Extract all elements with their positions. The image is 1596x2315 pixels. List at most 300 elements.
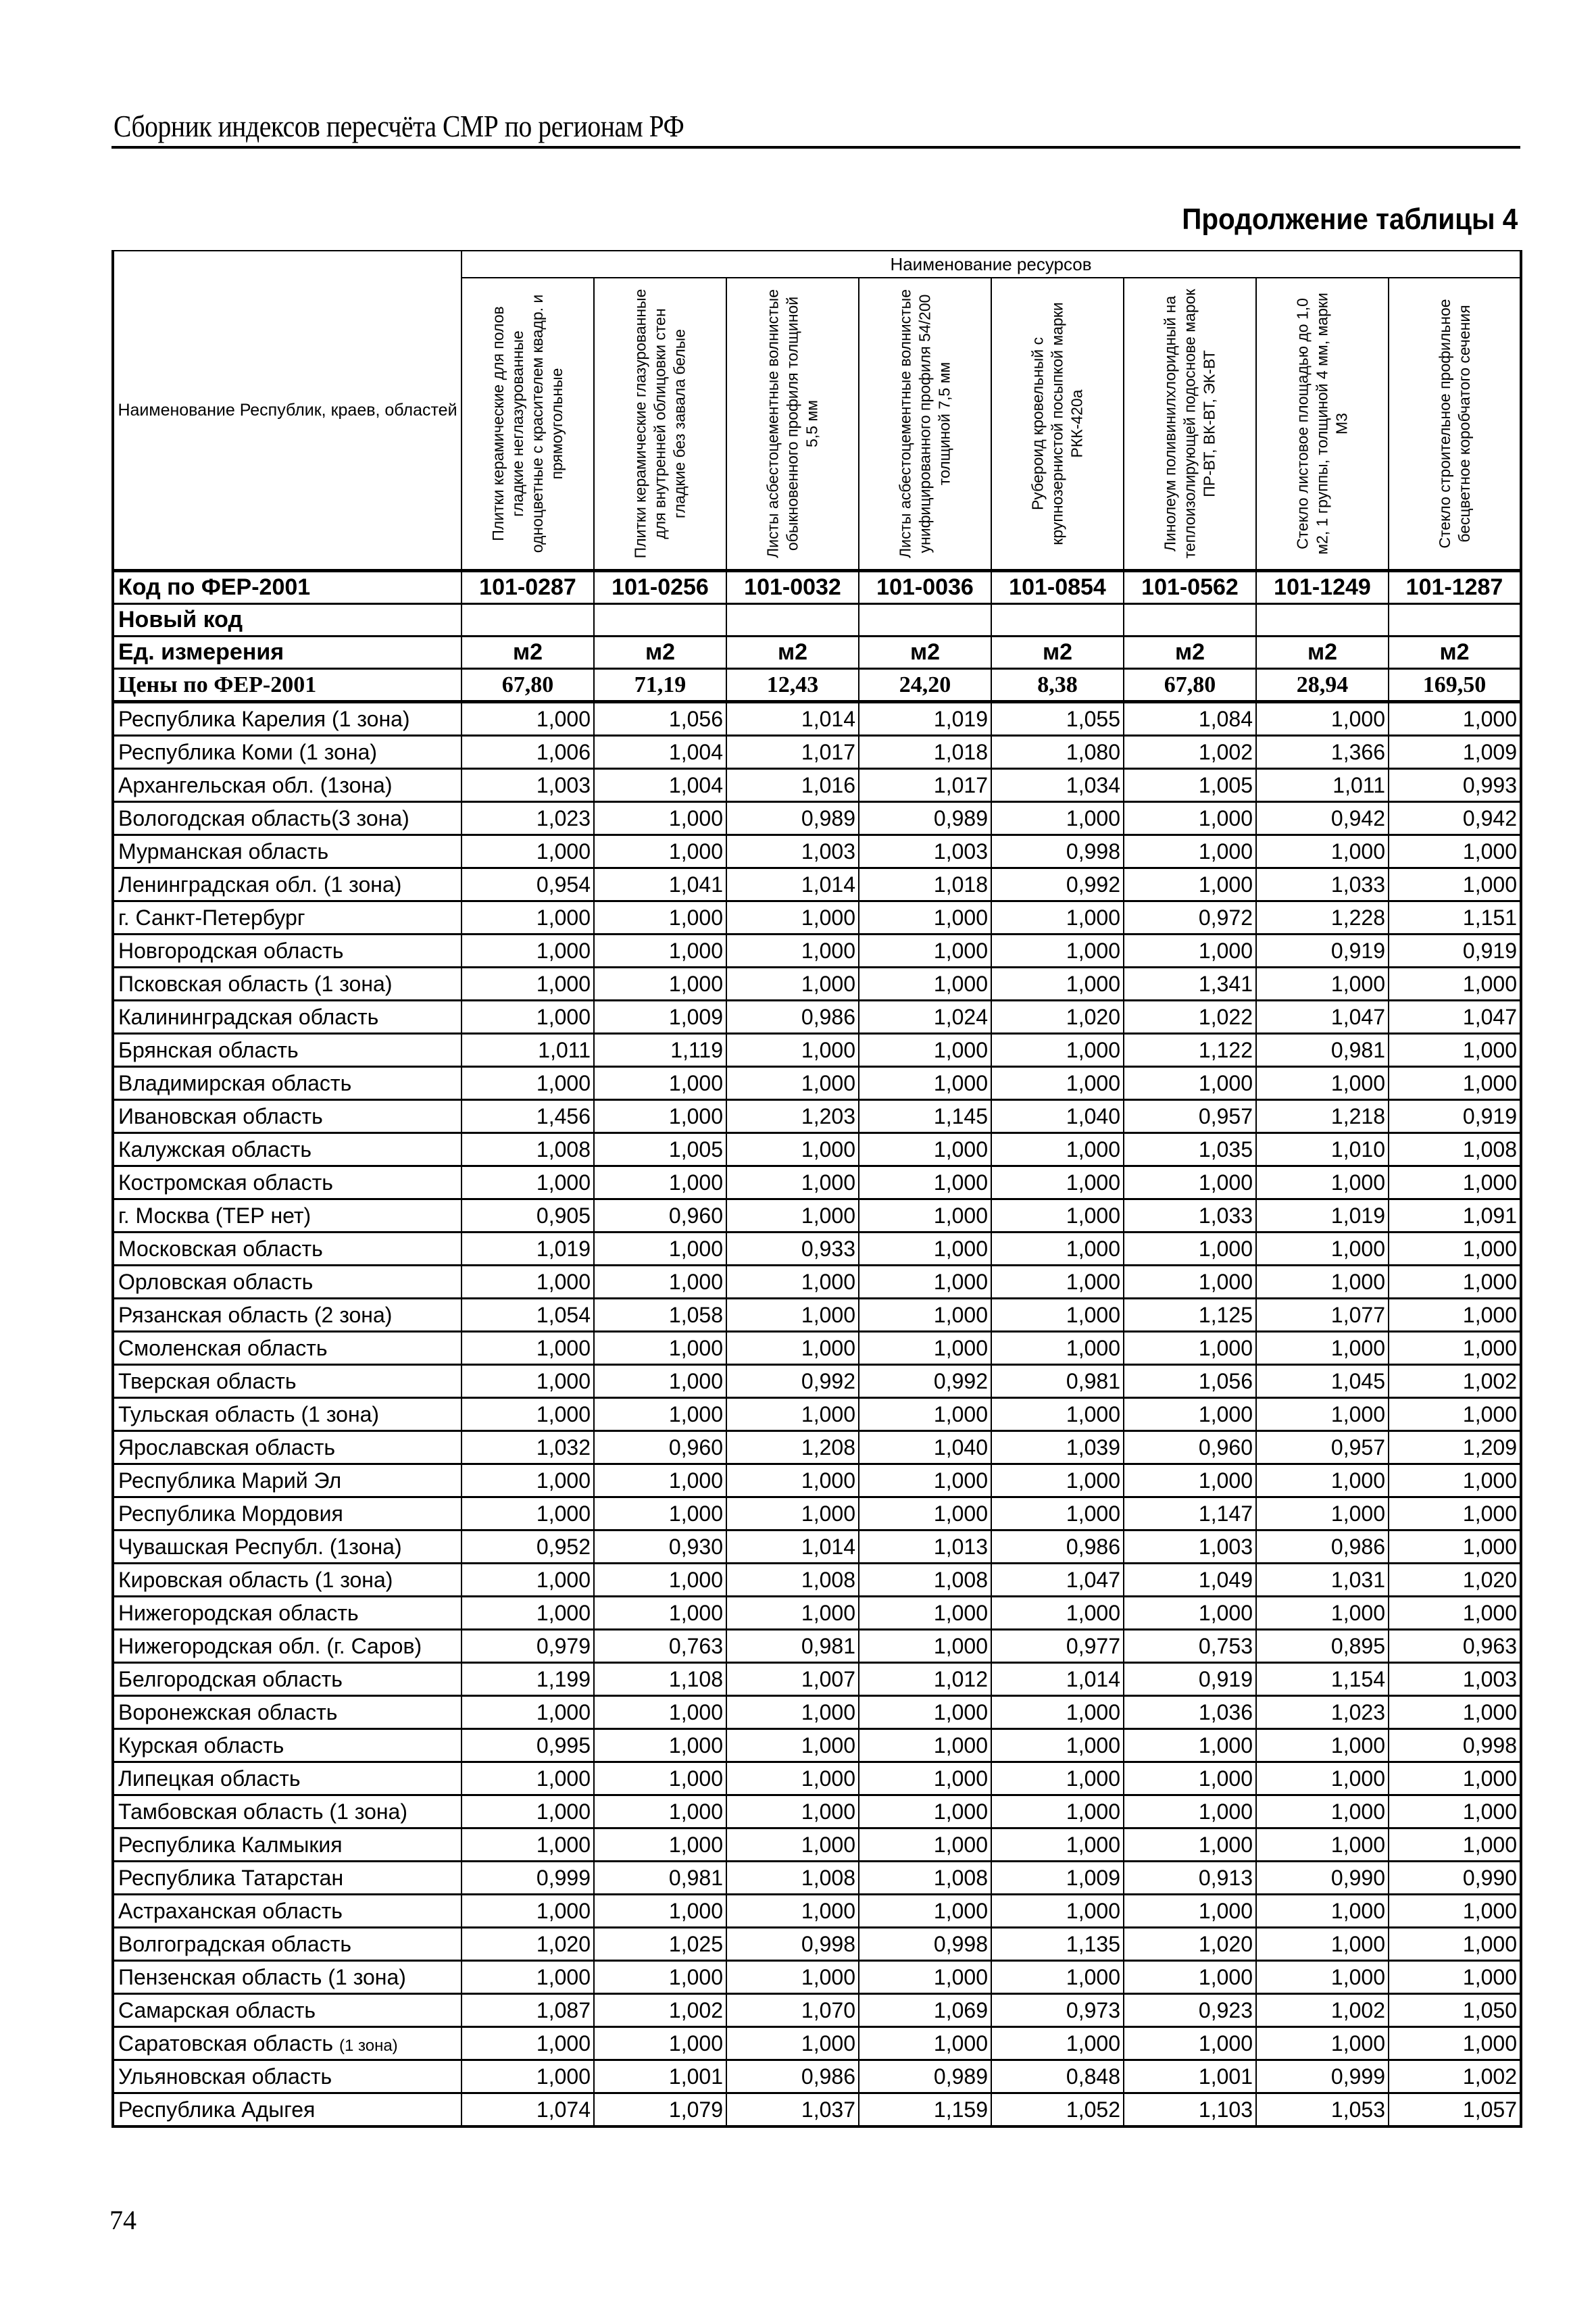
code-row-fer (113, 571, 1521, 604)
index-value-cell: 1,047 (1256, 1001, 1389, 1034)
index-value-cell: 1,000 (1389, 1895, 1521, 1928)
code-row-fer-cell: 101-0562 (1124, 571, 1256, 604)
index-value-cell: 0,999 (1256, 2060, 1389, 2093)
index-value-cell: 1,002 (1124, 736, 1256, 769)
index-value-cell: 0,973 (991, 1994, 1124, 2027)
table-row (113, 1133, 1521, 1166)
index-value-cell: 1,000 (1124, 835, 1256, 868)
index-value-cell: 1,000 (594, 1762, 726, 1795)
index-value-cell: 1,000 (1124, 1729, 1256, 1762)
region-name: Вологодская область(3 зона) (118, 805, 409, 830)
index-value-cell: 1,050 (1389, 1994, 1521, 2027)
index-value-cell: 1,000 (1124, 1795, 1256, 1828)
index-value-cell: 1,000 (859, 1762, 991, 1795)
new-code-row-cell (1389, 604, 1521, 637)
index-value-cell: 1,058 (594, 1299, 726, 1332)
table-row (113, 702, 1521, 736)
price-row-label: Цены по ФЕР-2001 (113, 669, 462, 702)
index-value-cell: 1,000 (991, 1729, 1124, 1762)
region-name-cell (113, 769, 462, 802)
regional-index-table (111, 250, 1522, 2128)
index-value-cell: 1,007 (726, 1663, 859, 1696)
index-value-cell: 0,986 (726, 2060, 859, 2093)
index-value-cell: 1,228 (1256, 901, 1389, 935)
index-value-cell: 1,000 (991, 1398, 1124, 1431)
table-row (113, 1497, 1521, 1530)
index-value-cell: 1,020 (991, 1001, 1124, 1034)
index-value-cell: 0,999 (462, 1862, 594, 1895)
index-value-cell: 1,000 (1389, 1166, 1521, 1199)
index-value-cell: 1,000 (726, 1199, 859, 1233)
index-value-cell: 1,000 (726, 1729, 859, 1762)
index-value-cell: 0,960 (594, 1199, 726, 1233)
index-value-cell: 0,923 (1124, 1994, 1256, 2027)
index-value-cell: 1,000 (726, 1266, 859, 1299)
index-value-cell: 1,014 (726, 1530, 859, 1564)
index-value-cell: 1,000 (594, 1166, 726, 1199)
index-value-cell: 1,000 (726, 1034, 859, 1067)
index-value-cell: 1,056 (594, 702, 726, 736)
table-row (113, 1564, 1521, 1597)
region-name: Кировская область (1 зона) (118, 1567, 393, 1592)
index-value-cell: 1,018 (859, 736, 991, 769)
table-body (113, 571, 1521, 2127)
index-value-cell: 0,960 (1124, 1431, 1256, 1464)
table-row (113, 1001, 1521, 1034)
index-value-cell: 1,040 (991, 1100, 1124, 1133)
index-value-cell: 1,040 (859, 1431, 991, 1464)
resource-header (1256, 278, 1389, 571)
index-value-cell: 1,000 (859, 1895, 991, 1928)
index-value-cell: 1,000 (859, 1630, 991, 1663)
index-value-cell: 1,001 (1124, 2060, 1256, 2093)
index-value-cell: 1,000 (726, 1762, 859, 1795)
index-value-cell: 1,000 (1389, 868, 1521, 901)
table-row (113, 1630, 1521, 1663)
resource-header (859, 278, 991, 571)
index-value-cell: 1,000 (1389, 1233, 1521, 1266)
resource-name: Линолеум поливинилхлоридный на теплоизолирующей подоснове марок ПР-ВТ, ВК-ВТ, ЭК-ВТ (1161, 289, 1218, 559)
index-value-cell: 1,000 (1389, 968, 1521, 1001)
index-value-cell: 1,000 (726, 1067, 859, 1100)
index-value-cell: 1,000 (991, 1464, 1124, 1497)
index-value-cell: 1,135 (991, 1928, 1124, 1961)
region-name: Владимирская область (118, 1070, 352, 1095)
index-value-cell: 1,000 (594, 1497, 726, 1530)
index-value-cell: 1,000 (859, 935, 991, 968)
index-value-cell: 0,942 (1256, 802, 1389, 835)
index-value-cell: 0,763 (594, 1630, 726, 1663)
index-value-cell: 0,981 (594, 1862, 726, 1895)
region-name-cell (113, 1464, 462, 1497)
index-value-cell: 0,992 (726, 1365, 859, 1398)
index-value-cell: 1,070 (726, 1994, 859, 2027)
region-name-cell (113, 1266, 462, 1299)
index-value-cell: 1,000 (462, 2027, 594, 2060)
region-name-cell (113, 1729, 462, 1762)
index-value-cell: 1,039 (991, 1431, 1124, 1464)
index-value-cell: 1,000 (462, 1696, 594, 1729)
table-row (113, 1100, 1521, 1133)
table-row (113, 1696, 1521, 1729)
new-code-row-cell (726, 604, 859, 637)
table-row (113, 1431, 1521, 1464)
index-value-cell: 1,000 (1389, 1530, 1521, 1564)
index-value-cell: 1,004 (594, 736, 726, 769)
index-value-cell: 1,000 (859, 1266, 991, 1299)
unit-row-label: Ед. измерения (113, 637, 462, 669)
index-value-cell: 1,000 (1256, 1332, 1389, 1365)
index-value-cell: 0,933 (726, 1233, 859, 1266)
new-code-row (113, 604, 1521, 637)
index-value-cell: 1,091 (1389, 1199, 1521, 1233)
index-value-cell: 1,000 (991, 1497, 1124, 1530)
region-name-cell (113, 702, 462, 736)
resource-header (1124, 278, 1256, 571)
table-row (113, 1464, 1521, 1497)
index-value-cell: 1,000 (1389, 702, 1521, 736)
index-value-cell: 1,108 (594, 1663, 726, 1696)
index-value-cell: 0,952 (462, 1530, 594, 1564)
index-value-cell: 1,151 (1389, 901, 1521, 935)
region-name-cell (113, 1895, 462, 1928)
index-value-cell: 1,011 (462, 1034, 594, 1067)
index-value-cell: 1,023 (1256, 1696, 1389, 1729)
index-value-cell: 1,008 (1389, 1133, 1521, 1166)
index-value-cell: 1,000 (1124, 1597, 1256, 1630)
index-value-cell: 0,895 (1256, 1630, 1389, 1663)
region-name-cell (113, 1696, 462, 1729)
price-row-cell: 67,80 (462, 669, 594, 702)
region-name: Тульская область (1 зона) (118, 1401, 380, 1426)
index-value-cell: 1,199 (462, 1663, 594, 1696)
index-value-cell: 1,203 (726, 1100, 859, 1133)
index-value-cell: 1,000 (726, 1895, 859, 1928)
region-name: г. Санкт-Петербург (118, 905, 305, 930)
index-value-cell: 1,000 (594, 1100, 726, 1133)
index-value-cell: 1,041 (594, 868, 726, 901)
index-value-cell: 1,032 (462, 1431, 594, 1464)
index-value-cell: 1,074 (462, 2093, 594, 2127)
index-value-cell: 1,000 (462, 1365, 594, 1398)
index-value-cell: 1,000 (1389, 1067, 1521, 1100)
region-name: Волгоградская область (118, 1931, 352, 1956)
index-value-cell: 1,000 (462, 901, 594, 935)
index-value-cell: 1,000 (1256, 1828, 1389, 1862)
index-value-cell: 1,000 (726, 1166, 859, 1199)
index-value-cell: 1,008 (462, 1133, 594, 1166)
index-value-cell: 1,000 (859, 1199, 991, 1233)
index-value-cell: 0,753 (1124, 1630, 1256, 1663)
index-value-cell: 1,080 (991, 736, 1124, 769)
index-value-cell: 1,000 (594, 1365, 726, 1398)
region-name: Чувашская Республ. (1зона) (118, 1534, 402, 1559)
index-value-cell: 1,013 (859, 1530, 991, 1564)
index-value-cell: 1,000 (1389, 1928, 1521, 1961)
region-name: Смоленская область (118, 1335, 328, 1360)
index-value-cell: 1,000 (1389, 835, 1521, 868)
index-value-cell: 1,019 (859, 702, 991, 736)
index-value-cell: 1,037 (726, 2093, 859, 2127)
region-name: Костромская область (118, 1170, 333, 1195)
table-row (113, 1034, 1521, 1067)
resource-header (726, 278, 859, 571)
index-value-cell: 0,957 (1256, 1431, 1389, 1464)
index-value-cell: 1,000 (462, 1332, 594, 1365)
table-row (113, 1067, 1521, 1100)
index-value-cell: 1,087 (462, 1994, 594, 2027)
index-value-cell: 1,000 (859, 1398, 991, 1431)
index-value-cell: 1,020 (1389, 1564, 1521, 1597)
index-value-cell: 1,000 (991, 1166, 1124, 1199)
index-value-cell: 0,954 (462, 868, 594, 901)
index-value-cell: 1,047 (1389, 1001, 1521, 1034)
index-value-cell: 1,016 (726, 769, 859, 802)
region-name: Республика Калмыкия (118, 1832, 343, 1857)
index-value-cell: 0,989 (726, 802, 859, 835)
index-value-cell: 0,919 (1389, 1100, 1521, 1133)
unit-row-cell: м2 (726, 637, 859, 669)
index-value-cell: 1,000 (991, 1597, 1124, 1630)
index-value-cell: 0,919 (1124, 1663, 1256, 1696)
index-value-cell: 1,000 (1124, 1895, 1256, 1928)
new-code-row-cell (594, 604, 726, 637)
table-continuation-caption: Продолжение таблицы 4 (1181, 203, 1518, 236)
index-value-cell: 1,000 (859, 2027, 991, 2060)
index-value-cell: 1,017 (726, 736, 859, 769)
index-value-cell: 0,989 (859, 802, 991, 835)
index-value-cell: 1,002 (594, 1994, 726, 2027)
resource-name: Плитки керамические для полов гладкие неглазурованные одноцветные с красителем квадр. и прямоугольные (489, 294, 566, 553)
region-name-cell (113, 1100, 462, 1133)
index-value-cell: 1,000 (991, 2027, 1124, 2060)
table-row (113, 769, 1521, 802)
region-name: Ленинградская обл. (1 зона) (118, 872, 402, 897)
index-value-cell: 1,000 (991, 1961, 1124, 1994)
new-code-row-cell (859, 604, 991, 637)
index-value-cell: 1,000 (1389, 1597, 1521, 1630)
index-value-cell: 1,000 (462, 835, 594, 868)
region-name: Калужская область (118, 1137, 312, 1162)
resource-name: Рубероид кровельный с крупнозернистой посыпкой марки РКК-420а (1028, 302, 1086, 545)
index-value-cell: 1,020 (462, 1928, 594, 1961)
region-name: г. Москва (ТЕР нет) (118, 1203, 311, 1228)
index-value-cell: 1,035 (1124, 1133, 1256, 1166)
table-row (113, 1299, 1521, 1332)
index-value-cell: 1,000 (859, 1133, 991, 1166)
index-value-cell: 1,000 (1256, 835, 1389, 868)
index-value-cell: 1,008 (726, 1862, 859, 1895)
index-value-cell: 1,000 (726, 1497, 859, 1530)
index-value-cell: 1,000 (1256, 1398, 1389, 1431)
index-value-cell: 1,004 (594, 769, 726, 802)
index-value-cell: 1,000 (1256, 2027, 1389, 2060)
index-value-cell: 1,000 (1124, 1762, 1256, 1795)
index-value-cell: 1,000 (594, 1266, 726, 1299)
index-value-cell: 1,000 (991, 1133, 1124, 1166)
table-row (113, 2027, 1521, 2060)
index-value-cell: 1,000 (1124, 2027, 1256, 2060)
table-row (113, 901, 1521, 935)
table-row (113, 835, 1521, 868)
index-value-cell: 1,000 (1389, 2027, 1521, 2060)
region-name-cell (113, 1597, 462, 1630)
unit-row-cell: м2 (462, 637, 594, 669)
index-value-cell: 1,000 (1256, 1233, 1389, 1266)
index-value-cell: 1,069 (859, 1994, 991, 2027)
region-name-cell (113, 1630, 462, 1663)
index-value-cell: 1,000 (991, 968, 1124, 1001)
index-value-cell: 1,003 (1389, 1663, 1521, 1696)
index-value-cell: 1,000 (991, 1034, 1124, 1067)
region-name-cell (113, 868, 462, 901)
index-value-cell: 1,000 (859, 1332, 991, 1365)
index-value-cell: 1,003 (859, 835, 991, 868)
region-name: Республика Татарстан (118, 1865, 344, 1890)
index-value-cell: 1,000 (859, 1795, 991, 1828)
table-row (113, 2093, 1521, 2127)
region-name-cell (113, 1497, 462, 1530)
region-name-cell (113, 1862, 462, 1895)
index-value-cell: 1,052 (991, 2093, 1124, 2127)
index-value-cell: 1,053 (1256, 2093, 1389, 2127)
region-name-cell (113, 1199, 462, 1233)
index-value-cell: 1,000 (991, 1199, 1124, 1233)
index-value-cell: 1,000 (991, 1332, 1124, 1365)
index-value-cell: 1,012 (859, 1663, 991, 1696)
index-value-cell: 1,000 (991, 1795, 1124, 1828)
index-value-cell: 1,000 (1124, 1067, 1256, 1100)
region-name-cell (113, 1961, 462, 1994)
resource-header (594, 278, 726, 571)
index-value-cell: 1,000 (594, 1795, 726, 1828)
index-value-cell: 1,000 (1389, 1332, 1521, 1365)
index-value-cell: 1,033 (1256, 868, 1389, 901)
region-name: Орловская область (118, 1269, 314, 1294)
price-row-cell: 28,94 (1256, 669, 1389, 702)
table-row (113, 1729, 1521, 1762)
resource-name: Плитки керамические глазурованные для внутренней облицовки стен гладкие без завала белые (631, 289, 689, 559)
index-value-cell: 1,008 (726, 1564, 859, 1597)
index-value-cell: 0,989 (859, 2060, 991, 2093)
unit-row-cell: м2 (1389, 637, 1521, 669)
index-value-cell: 1,000 (859, 901, 991, 935)
index-value-cell: 1,000 (726, 968, 859, 1001)
index-value-cell: 1,023 (462, 802, 594, 835)
index-value-cell: 1,000 (1389, 1398, 1521, 1431)
index-value-cell: 1,005 (1124, 769, 1256, 802)
index-value-cell: 0,992 (859, 1365, 991, 1398)
index-value-cell: 1,000 (1389, 1266, 1521, 1299)
index-value-cell: 1,000 (1389, 1795, 1521, 1828)
region-name: Республика Адыгея (118, 2097, 316, 2122)
index-value-cell: 1,000 (991, 901, 1124, 935)
table-row (113, 1233, 1521, 1266)
index-value-cell: 1,000 (1124, 1464, 1256, 1497)
page-header-title: Сборник индексов пересчёта СМР по регионам РФ (114, 109, 684, 143)
table-row (113, 1332, 1521, 1365)
region-name-cell (113, 1530, 462, 1564)
price-row-cell: 24,20 (859, 669, 991, 702)
region-name-cell (113, 802, 462, 835)
index-value-cell: 1,341 (1124, 968, 1256, 1001)
region-name: Республика Марий Эл (118, 1468, 342, 1493)
index-value-cell: 1,000 (991, 1299, 1124, 1332)
index-value-cell: 1,045 (1256, 1365, 1389, 1398)
index-value-cell: 1,000 (594, 1564, 726, 1597)
index-value-cell: 1,057 (1389, 2093, 1521, 2127)
resource-header (462, 278, 594, 571)
index-value-cell: 1,000 (462, 1398, 594, 1431)
region-name: Московская область (118, 1236, 323, 1261)
region-name: Республика Карелия (1 зона) (118, 706, 410, 731)
region-name-cell (113, 901, 462, 935)
index-value-cell: 0,942 (1389, 802, 1521, 835)
index-value-cell: 0,930 (594, 1530, 726, 1564)
resource-name: Стекло листовое площадью до 1,0 м2, 1 группы, толщиной 4 мм, марки М3 (1293, 293, 1351, 555)
index-value-cell: 1,000 (462, 1464, 594, 1497)
resource-name: Стекло строительное профильное бесцветное коробчатого сечения (1435, 299, 1473, 549)
index-value-cell: 0,998 (859, 1928, 991, 1961)
index-value-cell: 1,000 (1256, 1729, 1389, 1762)
header-rule (111, 146, 1520, 149)
index-value-cell: 1,000 (1124, 1233, 1256, 1266)
index-value-cell: 1,002 (1256, 1994, 1389, 2027)
index-value-cell: 1,000 (726, 1696, 859, 1729)
index-value-cell: 1,000 (594, 1961, 726, 1994)
index-value-cell: 1,055 (991, 702, 1124, 736)
index-value-cell: 1,005 (594, 1133, 726, 1166)
index-value-cell: 0,986 (726, 1001, 859, 1034)
table-row (113, 1663, 1521, 1696)
table-row (113, 1530, 1521, 1564)
index-value-cell: 1,000 (594, 1597, 726, 1630)
price-row-cell: 169,50 (1389, 669, 1521, 702)
resource-header (991, 278, 1124, 571)
index-value-cell: 1,000 (726, 1398, 859, 1431)
region-name: Калининградская область (118, 1004, 379, 1029)
index-value-cell: 1,000 (726, 1332, 859, 1365)
code-row-fer-label: Код по ФЕР-2001 (113, 571, 462, 604)
index-value-cell: 1,000 (462, 1895, 594, 1928)
region-name: Нижегородская обл. (г. Саров) (118, 1633, 422, 1658)
region-name: Ярославская область (118, 1435, 336, 1460)
index-value-cell: 1,000 (1256, 1067, 1389, 1100)
index-value-cell: 1,000 (991, 1067, 1124, 1100)
table-row (113, 1961, 1521, 1994)
index-value-cell: 1,119 (594, 1034, 726, 1067)
index-value-cell: 1,010 (1256, 1133, 1389, 1166)
index-value-cell: 1,000 (1389, 1961, 1521, 1994)
index-value-cell: 1,000 (594, 1696, 726, 1729)
table-row (113, 1994, 1521, 2027)
index-value-cell: 1,024 (859, 1001, 991, 1034)
index-value-cell: 1,000 (991, 802, 1124, 835)
index-value-cell: 1,009 (1389, 736, 1521, 769)
index-value-cell: 1,000 (1256, 1762, 1389, 1795)
index-value-cell: 1,020 (1124, 1928, 1256, 1961)
index-value-cell: 1,000 (859, 1497, 991, 1530)
region-name: Липецкая область (118, 1766, 301, 1791)
region-name: Рязанская область (2 зона) (118, 1302, 393, 1327)
index-value-cell: 1,077 (1256, 1299, 1389, 1332)
table-row (113, 935, 1521, 968)
index-value-cell: 1,000 (594, 901, 726, 935)
index-value-cell: 1,036 (1124, 1696, 1256, 1729)
index-value-cell: 1,000 (859, 1233, 991, 1266)
index-value-cell: 1,159 (859, 2093, 991, 2127)
index-value-cell: 1,145 (859, 1100, 991, 1133)
